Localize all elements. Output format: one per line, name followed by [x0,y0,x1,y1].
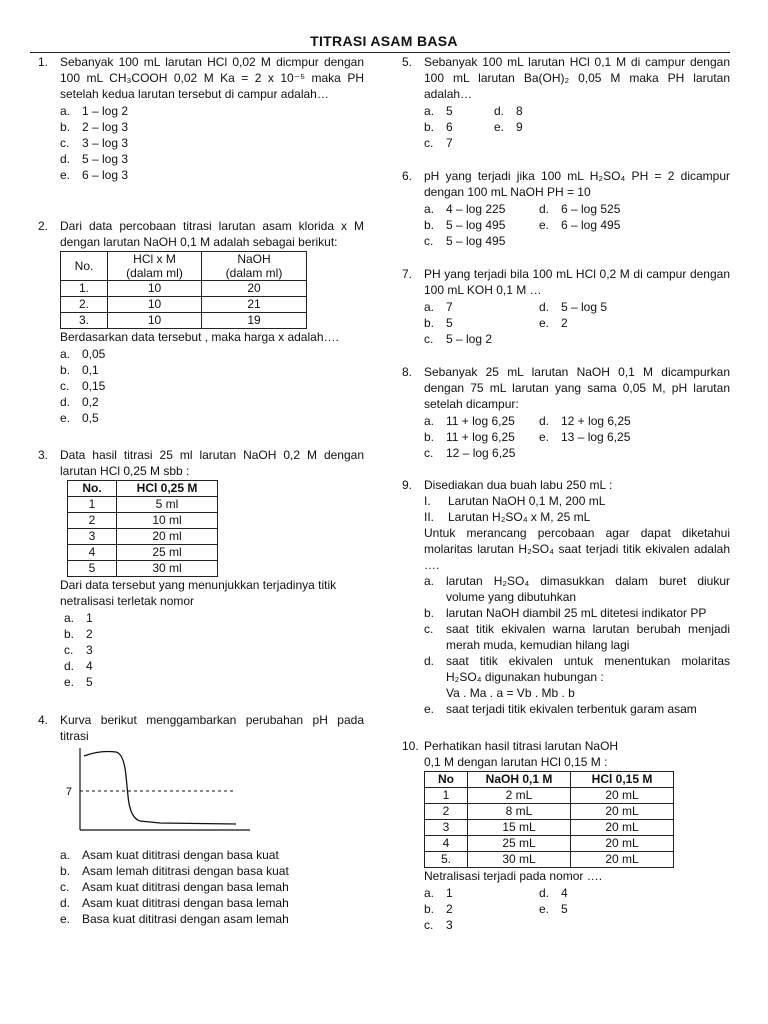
option-letter: d. [539,886,550,900]
table-header: NaOH 0,1 M [468,772,571,788]
option-list [60,346,364,426]
option-letter: b. [60,120,71,134]
table-cell: 20 ml [117,529,218,545]
question-number: 8. [402,365,413,379]
option-list [424,885,730,933]
roman-item [424,493,730,509]
question-stem: Sebanyak 100 mL larutan HCl 0,1 M di campur dengan 100 mL larutan Ba(OH)₂ 0,05 M maka PH larutan adalah… [424,55,730,101]
option-letter: e. [424,702,435,716]
table-cell: 1. [61,281,108,297]
option-item [424,299,539,315]
option-letter: e. [60,168,71,182]
option-row [424,885,730,901]
table-cell: 30 ml [117,561,218,577]
title-divider [30,52,730,53]
table-header: HCl x M (dalam ml) [108,252,202,281]
table-row [68,497,218,513]
option-item [424,201,539,217]
option-item [424,605,730,621]
option-letter: a. [424,414,435,428]
titration-curve [84,752,236,825]
option-letter: d. [539,414,550,428]
option-text: 5 [446,316,453,330]
option-text: 6 – log 495 [561,218,621,232]
question-number: 5. [402,55,413,69]
option-item [60,103,364,119]
option-text: 7 [446,300,453,314]
option-row [424,299,730,315]
option-item [424,445,539,461]
question-stem: Sebanyak 100 mL larutan HCl 0,02 M dicmpur dengan 100 mL CH₃COOH 0,02 M Ka = 2 x 10⁻⁵ maka PH setelah kedua larutan tersebut di campur adalah… [60,55,364,101]
option-letter: e. [494,120,505,134]
option-letter: d. [424,654,435,668]
option-text: 13 – log 6,25 [561,430,631,444]
option-text: 6 – log 525 [561,202,621,216]
option-item [60,151,364,167]
titration-curve-chart [60,746,364,846]
option-text: Basa kuat dititrasi dengan asam lemah [82,912,289,926]
option-text: 11 + log 6,25 [446,414,515,428]
option-item [424,331,539,347]
option-text: 0,2 [82,395,99,409]
option-text: 3 – log 3 [82,136,129,150]
roman-text: Larutan H₂SO₄ x M, 25 mL [448,510,591,524]
table-cell: 25 ml [117,545,218,561]
option-text: Asam lemah dititrasi dengan basa kuat [82,864,289,878]
option-letter: a. [60,848,71,862]
option-text: 1 [446,886,453,900]
option-item [424,135,494,151]
option-letter: d. [539,300,550,314]
table-cell: 1 [68,497,117,513]
option-letter: c. [60,136,70,150]
option-item [424,413,539,429]
option-list [424,573,730,717]
option-list [60,610,364,690]
question-stem: Kurva berikut menggambarkan perubahan pH pada titrasi [60,713,364,743]
option-item [539,413,654,429]
table-cell: 20 mL [571,788,674,804]
option-letter: a. [424,574,435,588]
option-letter: b. [424,902,435,916]
option-row [424,901,730,917]
option-letter: c. [424,918,434,932]
question-middle-text: Untuk merancang percobaan agar dapat diketahui molaritas larutan H₂SO₄ saat terjadi titik ekivalen adalah …. [424,526,730,572]
question-followup: Netralisasi terjadi pada nomor …. [424,869,603,883]
table-header: HCl 0,15 M [571,772,674,788]
question-number: 4. [38,713,49,727]
table-cell: 20 mL [571,852,674,868]
option-item [424,119,494,135]
option-item [539,885,654,901]
option-letter: a. [60,104,71,118]
option-list [60,847,364,927]
table-row [68,561,218,577]
option-item [539,315,654,331]
option-item [424,701,730,717]
question-number: 2. [38,219,49,233]
table-header: HCl 0,25 M [117,481,218,497]
option-item [424,653,730,685]
option-row [424,201,730,217]
option-text: saat titik ekivalen warna larutan berubah menjadi merah muda, kemudian hilang lagi [446,622,730,652]
option-text: 3 [446,918,453,932]
option-item [424,103,494,119]
option-letter: c. [424,332,434,346]
option-item [539,429,654,445]
option-item [424,573,730,605]
option-text: 5 [561,902,568,916]
question-stem: Data hasil titrasi 25 ml larutan NaOH 0,2 M dengan larutan HCl 0,25 M sbb : [60,448,364,478]
roman-numeral: I. [424,494,431,508]
option-letter: a. [424,300,435,314]
question-stem: Dari data percobaan titrasi larutan asam klorida x M dengan larutan NaOH 0,1 M adalah sebagai berikut: [60,219,364,249]
option-row [424,429,730,445]
option-letter: c. [60,880,70,894]
question-stem: pH yang terjadi jika 100 mL H₂SO₄ PH = 2 dicampur dengan 100 mL NaOH PH = 10 [424,169,730,199]
option-row [424,217,730,233]
table-cell: 5. [425,852,468,868]
table-cell: 19 [202,313,307,329]
option-letter: e. [60,912,71,926]
option-letter: a. [424,202,435,216]
table-cell: 3 [425,820,468,836]
option-item [494,103,564,119]
option-item [424,315,539,331]
table-header: No [425,772,468,788]
question-number: 3. [38,448,49,462]
table-row [61,281,307,297]
option-letter: c. [424,622,434,636]
option-letter: d. [60,152,71,166]
option-list [424,299,730,347]
table-row [61,313,307,329]
option-text: 5 [86,675,93,689]
option-item [424,901,539,917]
option-row [424,331,730,347]
option-item [424,885,539,901]
option-item [60,911,364,927]
table-cell: 10 [108,297,202,313]
option-text: 11 + log 6,25 [446,430,515,444]
question-number: 6. [402,169,413,183]
option-list [60,103,364,183]
option-text: 12 + log 6,25 [561,414,631,428]
option-item [539,201,654,217]
option-row [424,135,730,151]
question-stem-line-2: 0,1 M dengan larutan HCl 0,15 M : [424,755,608,769]
roman-item [424,509,730,525]
table-cell: 2 [68,513,117,529]
option-item [60,378,364,394]
table-cell: 2 [425,804,468,820]
table-cell: 20 [202,281,307,297]
option-text: 9 [516,120,523,134]
option-text: larutan NaOH diambil 25 mL ditetesi indikator PP [446,606,707,620]
option-letter: d. [60,896,71,910]
option-letter: b. [424,218,435,232]
table-cell: 25 mL [468,836,571,852]
option-item [424,233,539,249]
table-row [68,529,218,545]
option-text: 0,05 [82,347,106,361]
option-item [424,917,539,933]
question-number: 7. [402,267,413,281]
roman-list [424,493,730,525]
table-cell: 3 [68,529,117,545]
option-letter: b. [60,363,71,377]
table-cell: 5 ml [117,497,218,513]
option-text: saat titik ekivalen untuk menentukan molaritas H₂SO₄ digunakan hubungan : [446,654,730,684]
table-cell: 4 [68,545,117,561]
option-row [424,233,730,249]
option-text: 2 [86,627,93,641]
table-cell: 20 mL [571,836,674,852]
table-header: No. [61,252,108,281]
table-cell: 1 [425,788,468,804]
option-text: 0,15 [82,379,106,393]
option-letter: a. [60,347,71,361]
option-item [60,895,364,911]
option-letter: e. [539,902,550,916]
option-text: 5 – log 495 [446,218,506,232]
table-cell: 30 mL [468,852,571,868]
table-header: No. [68,481,117,497]
question-stem: PH yang terjadi bila 100 mL HCl 0,2 M di campur dengan 100 mL KOH 0,1 M … [424,267,730,297]
option-item [60,410,364,426]
option-item [494,119,564,135]
option-text: larutan H₂SO₄ dimasukkan dalam buret diukur volume yang dibutuhkan [446,574,730,604]
table-cell: 20 mL [571,820,674,836]
table-row [425,852,674,868]
option-item [60,346,364,362]
option-letter: a. [424,104,435,118]
option-row [424,119,730,135]
titration-table [67,480,218,577]
option-text: 1 [86,611,93,625]
option-letter: b. [424,120,435,134]
option-letter: e. [539,430,550,444]
option-item [424,217,539,233]
option-letter: e. [60,411,71,425]
option-text: saat terjadi titik ekivalen terbentuk garam asam [446,702,697,716]
table-cell: 20 mL [571,804,674,820]
table-cell: 10 [108,313,202,329]
question-followup: Dari data tersebut yang menunjukkan terjadinya titik netralisasi terletak nomor [60,578,337,608]
question-followup: Berdasarkan data tersebut , maka harga x adalah…. [60,330,339,344]
table-cell: 10 ml [117,513,218,529]
option-text: 6 – log 3 [82,168,129,182]
option-text: 12 – log 6,25 [446,446,516,460]
option-item [64,658,364,674]
table-row [68,545,218,561]
ph7-label: 7 [65,786,72,798]
option-item [64,642,364,658]
option-text: 5 – log 3 [82,152,129,166]
option-text: 4 [561,886,568,900]
titration-table [424,771,674,868]
option-item [64,626,364,642]
option-text: Asam kuat dititrasi dengan basa lemah [82,880,289,894]
option-list [424,103,730,151]
option-text: 6 [446,120,453,134]
question-stem: Disediakan dua buah labu 250 mL : [424,478,613,492]
table-cell: 15 mL [468,820,571,836]
option-row [424,413,730,429]
table-cell: 10 [108,281,202,297]
option-text: 4 – log 225 [446,202,506,216]
option-letter: e. [539,218,550,232]
roman-numeral: II. [424,510,435,524]
titration-table [60,251,307,329]
option-letter: b. [60,864,71,878]
option-item [424,621,730,653]
option-letter: a. [64,611,75,625]
option-letter: c. [424,234,434,248]
table-row [425,804,674,820]
option-letter: b. [424,606,435,620]
option-row [424,917,730,933]
table-cell: 3. [61,313,108,329]
option-item [60,394,364,410]
option-list [424,201,730,249]
option-letter: c. [64,643,74,657]
table-row [425,836,674,852]
option-text: 5 – log 5 [561,300,608,314]
option-letter: c. [424,136,434,150]
table-row [68,513,218,529]
option-letter: c. [60,379,70,393]
option-letter: a. [424,886,435,900]
roman-text: Larutan NaOH 0,1 M, 200 mL [448,494,606,508]
option-text: 2 [561,316,568,330]
option-row [424,103,730,119]
question-stem: Perhatikan hasil titrasi larutan NaOH [424,739,619,753]
table-cell: 5 [68,561,117,577]
option-text: 2 – log 3 [82,120,129,134]
option-letter: e. [64,675,75,689]
option-list [424,413,730,461]
question-number: 9. [402,478,413,492]
table-row [61,297,307,313]
option-letter: b. [64,627,75,641]
option-letter: e. [539,316,550,330]
question-number: 1. [38,55,49,69]
question-number: 10. [402,739,419,753]
option-letter: d. [60,395,71,409]
option-text: Asam kuat dititrasi dengan basa kuat [82,848,279,862]
option-text: 7 [446,136,453,150]
table-cell: 2. [61,297,108,313]
table-row [425,788,674,804]
option-item [60,863,364,879]
option-item [539,217,654,233]
option-letter: d. [64,659,75,673]
option-text: 1 – log 2 [82,104,129,118]
option-text: 2 [446,902,453,916]
table-cell: 4 [425,836,468,852]
option-text: 5 – log 495 [446,234,506,248]
option-text: 0,1 [82,363,99,377]
page-title: TITRASI ASAM BASA [310,33,458,49]
option-letter: d. [539,202,550,216]
option-letter: c. [424,446,434,460]
option-text: 4 [86,659,93,673]
option-item [539,901,654,917]
option-item [424,429,539,445]
option-item [64,610,364,626]
option-text: 0,5 [82,411,99,425]
option-text: 8 [516,104,523,118]
option-text: Asam kuat dititrasi dengan basa lemah [82,896,289,910]
table-cell: 21 [202,297,307,313]
table-row [425,820,674,836]
option-item [60,879,364,895]
option-item [64,674,364,690]
option-item [539,299,654,315]
question-stem: Sebanyak 25 mL larutan NaOH 0,1 M dicampurkan dengan 75 mL larutan yang sama 0,05 M, pH larutan setelah dicampur: [424,365,730,411]
option-item [60,135,364,151]
option-letter: b. [424,316,435,330]
option-item [60,119,364,135]
option-item [60,847,364,863]
option-item [60,362,364,378]
formula: Va . Ma . a = Vb . Mb . b [446,686,575,700]
table-header: NaOH (dalam ml) [202,252,307,281]
table-cell: 8 mL [468,804,571,820]
option-row [424,445,730,461]
option-text: 5 [446,104,453,118]
option-letter: d. [494,104,505,118]
option-row [424,315,730,331]
option-text: 5 – log 2 [446,332,493,346]
option-text: 3 [86,643,93,657]
option-item [60,167,364,183]
option-letter: b. [424,430,435,444]
table-cell: 2 mL [468,788,571,804]
